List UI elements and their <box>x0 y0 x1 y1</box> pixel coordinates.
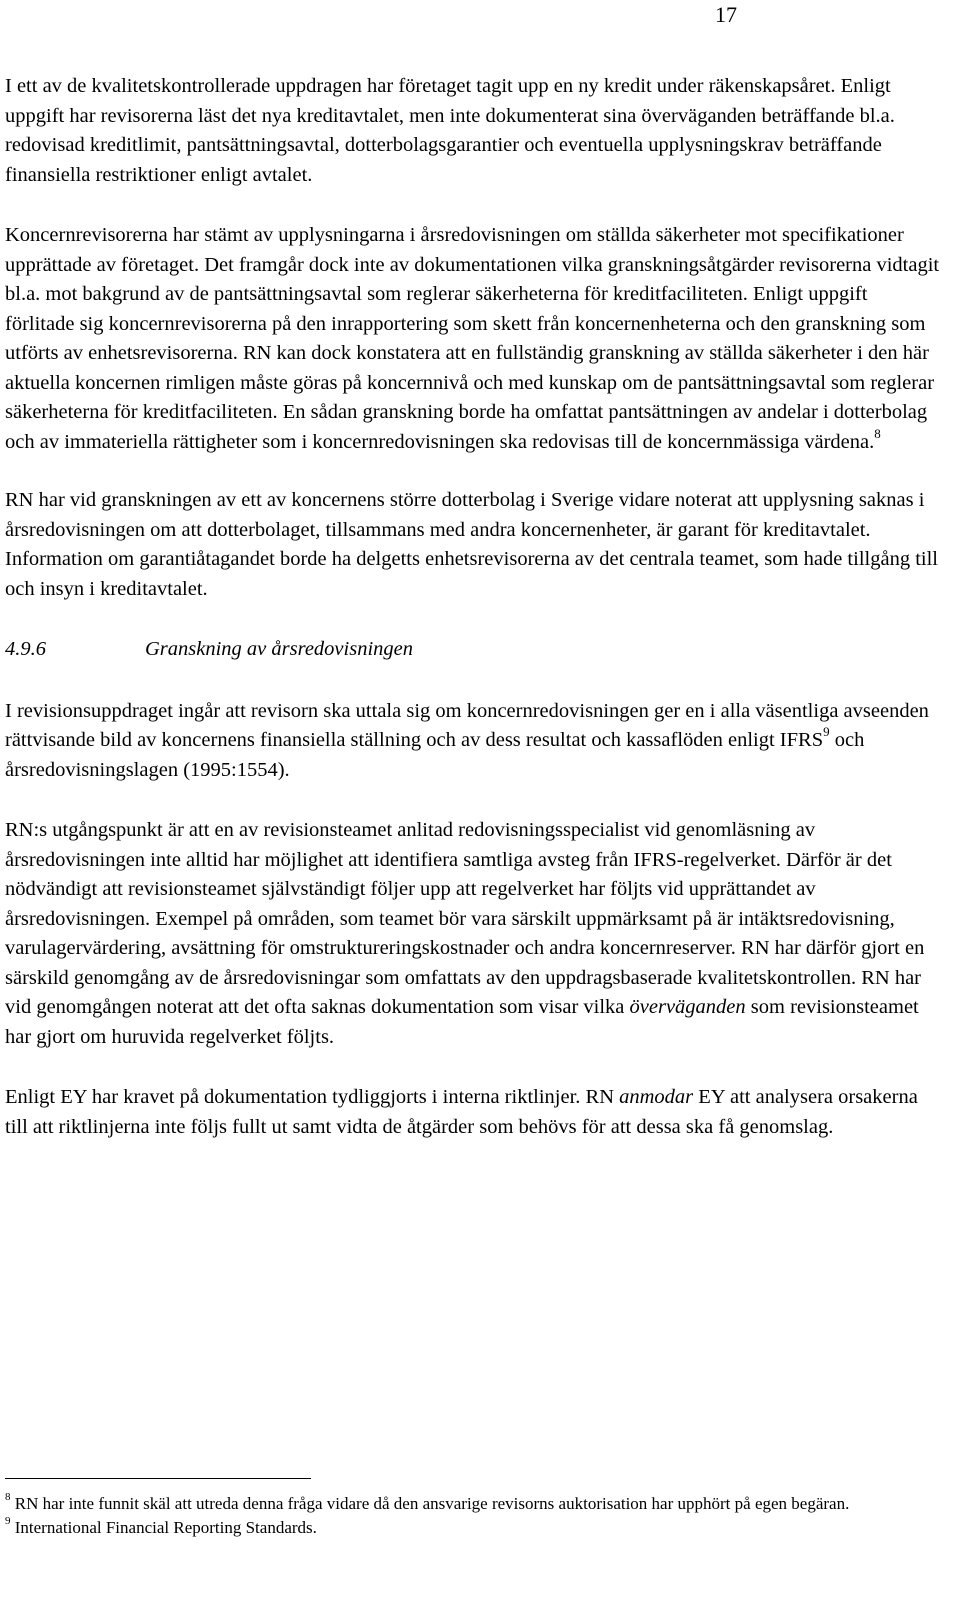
document-body <box>5 72 940 1142</box>
paragraph-ey-response <box>5 1083 940 1142</box>
paragraph-text: Koncernrevisorerna har stämt av upplysningarna i årsredovisningen om ställda säkerheter mot specifikationer upprättade av företaget. Det framgår dock inte av dokumentationen vilka granskningsåtgärder revisorerna vidtagit bl.a. mot bakgrund av de pantsättningsavtal som reglerar säkerheterna för kreditfaciliteten. Enligt uppgift förlitade sig koncernrevisorerna på den inrapportering som skett från koncernenheterna och den granskning som utförts av enhetsrevisorerna. RN kan dock konstatera att en fullständig granskning av ställda säkerheter i den här aktuella koncernen rimligen måste göras på koncernnivå och med kunskap om de pantsättningsavtal som reglerar säkerheterna för kreditfaciliteten. En sådan granskning borde ha omfattat pantsättningen av andelar i dotterbolag och av immateriella rättigheter som i koncernredovisningen ska redovisas till de koncernmässiga värdena. <box>5 224 940 453</box>
footnotes <box>5 1492 940 1540</box>
paragraph-group-auditors <box>5 221 940 457</box>
section-title: Granskning av årsredovisningen <box>145 638 413 660</box>
footnote-8 <box>5 1492 940 1516</box>
paragraph-subsidiary: RN har vid granskningen av ett av koncernens större dotterbolag i Sverige vidare noterat att upplysning saknas i årsredovisningen om att dotterbolaget, tillsammans med andra koncernenheter, är garant för kreditavtalet. Information om garantiåtagandet borde ha delgetts enhetsrevisorerna av det centrala teamet, som hade tillgång till och insyn i kreditavtalet. <box>5 489 938 600</box>
section-heading <box>5 635 940 665</box>
footnote-9 <box>5 1516 940 1540</box>
page-number: 17 <box>715 2 737 27</box>
paragraph-text-continued: och årsredovisningslagen (1995:1554). <box>5 729 865 781</box>
paragraph-rn-starting-point <box>5 816 940 1052</box>
paragraph-text: RN:s utgångspunkt är att en av revisionsteamet anlitad redovisningsspecialist vid genomläsning av årsredovisningen inte alltid har möjlighet att identifiera samtliga avsteg från IFRS-regelverket. Därför är det nödvändigt att revisionsteamet självständigt följer upp att regelverket har följts vid upprättandet av årsredovisningen. Exempel på områden, som teamet bör vara särskilt uppmärksamt på är intäktsredovisning, varulagervärdering, avsättning för omstruktureringskostnader och andra koncernreserver. RN har därför gjort en särskild genomgång av de årsredovisningar som omfattats av den uppdragsbaserade kvalitetskontrollen. RN har vid genomgången noterat att det ofta saknas dokumentation som visar vilka <box>5 819 925 1018</box>
paragraph-credit-agreement: I ett av de kvalitetskontrollerade uppdragen har företaget tagit upp en ny kredit under räkenskapsåret. Enligt uppgift har revisorerna läst det nya kreditavtalet, men inte dokumenterat sina överväganden beträffande bl.a. redovisad kreditlimit, pantsättningsavtal, dotterbolagsgarantier och eventuella upplysningskrav beträffande finansiella restriktioner enligt avtalet. <box>5 75 895 186</box>
paragraph-text-continued: EY att analysera orsakerna till att riktlinjerna inte följs fullt ut samt vidta de åtgärder som behövs för att dessa ska få genomslag. <box>5 1086 918 1138</box>
footnote-ref-8: 8 <box>874 425 881 441</box>
section-number: 4.9.6 <box>5 638 46 660</box>
footnote-number: 8 <box>5 1491 11 1504</box>
paragraph-text: I revisionsuppdraget ingår att revisorn ska uttala sig om koncernredovisningen ger en i alla väsentliga avseenden rättvisande bild av koncernens finansiella ställning och av dess resultat och kassaflöden enligt IFRS <box>5 699 929 751</box>
emphasis-text: överväganden <box>629 996 746 1018</box>
footnote-text: RN har inte funnit skäl att utreda denna fråga vidare då den ansvarige revisorns auktorisation har upphört på egen begäran. <box>10 1494 850 1513</box>
paragraph-text-continued: som revisionsteamet har gjort om huruvida regelverket följts. <box>5 996 919 1048</box>
footnote-ref-9: 9 <box>823 724 830 740</box>
emphasis-text: anmodar <box>619 1086 694 1108</box>
paragraph-text: Enligt EY har kravet på dokumentation tydliggjorts i interna riktlinjer. RN <box>5 1086 620 1108</box>
paragraph-audit-assignment <box>5 697 940 786</box>
footnote-number: 9 <box>5 1515 11 1528</box>
footnote-divider <box>5 1478 311 1479</box>
footnote-text: International Financial Reporting Standards. <box>10 1518 317 1537</box>
